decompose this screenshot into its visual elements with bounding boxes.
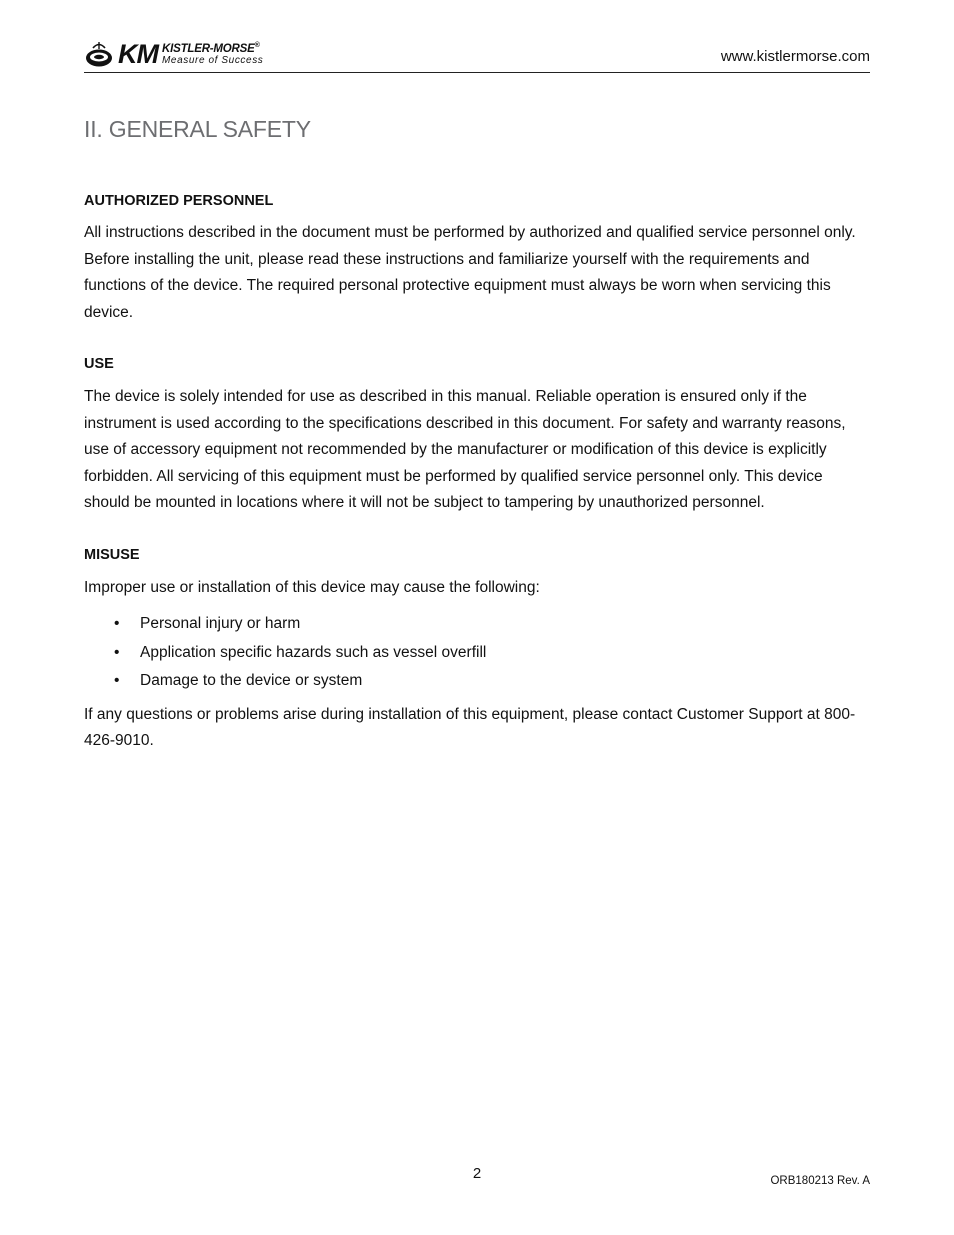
website-url: www.kistlermorse.com bbox=[720, 48, 870, 65]
km-logo-icon bbox=[84, 39, 114, 69]
section-paragraph: Improper use or installation of this device may cause the following: bbox=[84, 578, 540, 596]
list-item: • Personal injury or harm bbox=[84, 610, 870, 639]
page-header bbox=[84, 38, 870, 73]
section-misuse bbox=[84, 544, 870, 755]
bullet-icon: • bbox=[114, 615, 120, 632]
page-title: II. GENERAL SAFETY bbox=[84, 116, 311, 142]
page-number: 2 bbox=[472, 1165, 482, 1182]
list-item: • Application specific hazards such as vessel overfill bbox=[84, 639, 870, 668]
logo-wordmark bbox=[162, 42, 263, 66]
document-reference: ORB180213 Rev. A bbox=[770, 1175, 870, 1187]
section-paragraph: The device is solely intended for use as described in this manual. Reliable operation is ensured only if the instrument is used according to the specifications described in this document. For safety and warranty reasons, use of accessory equipment not recommended by the manufacturer or modification of this device is explicitly forbidden. All servicing of this equipment must be performed by qualified service personnel only. This device should be mounted in locations where it will not be subject to tampering by unauthorized personnel. bbox=[84, 388, 846, 511]
company-logo bbox=[84, 38, 263, 70]
bullet-icon: • bbox=[114, 672, 120, 689]
logo-tagline: Measure of Success bbox=[162, 55, 264, 67]
section-authorized-personnel bbox=[84, 190, 870, 326]
support-contact-paragraph: If any questions or problems arise during installation of this equipment, please contact Customer Support at 800-426-9010. bbox=[84, 705, 856, 749]
list-item: • Damage to the device or system bbox=[84, 667, 870, 696]
misuse-consequences-list bbox=[84, 610, 870, 696]
document-body bbox=[84, 190, 870, 755]
section-paragraph: All instructions described in the document must be performed by authorized and qualified service personnel only. Before installing the unit, please read these instructions and familiarize yourself with the requirements and functions of the device. The required personal protective equipment must always be worn when servicing this device. bbox=[84, 224, 856, 321]
section-heading: USE bbox=[84, 356, 114, 372]
section-use bbox=[84, 353, 870, 517]
logo-km-letters: KM bbox=[118, 38, 158, 69]
logo-brand-name: KISTLER-MORSE® bbox=[162, 41, 260, 55]
section-heading: AUTHORIZED PERSONNEL bbox=[84, 193, 274, 209]
section-heading: MISUSE bbox=[84, 546, 140, 563]
bullet-icon: • bbox=[114, 643, 120, 661]
